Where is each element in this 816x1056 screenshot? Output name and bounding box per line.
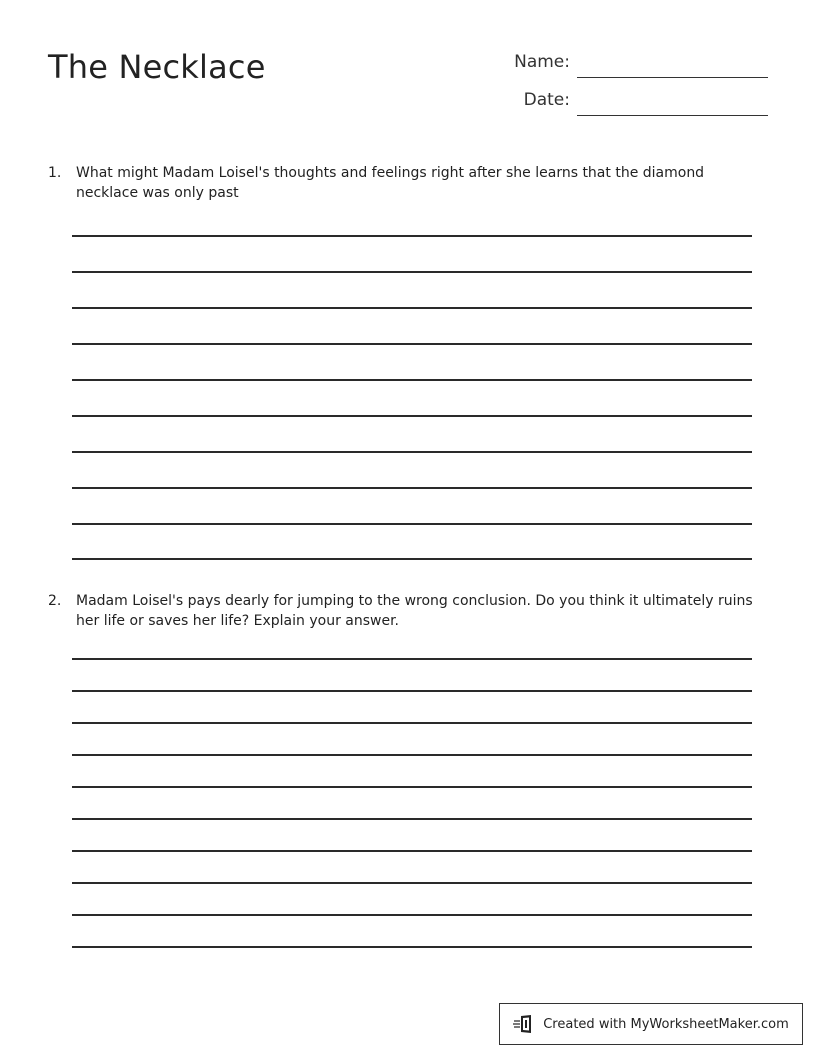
answer-line[interactable] [72,882,752,884]
answer-line[interactable] [72,850,752,852]
answer-line[interactable] [72,379,752,381]
answer-line[interactable] [72,235,752,237]
date-label: Date: [523,90,570,110]
question-number: 2. [48,593,62,609]
answer-line[interactable] [72,343,752,345]
date-field[interactable] [577,115,768,116]
footer-credit[interactable] [499,1003,803,1045]
question-number: 1. [48,165,62,181]
question-2 [48,591,758,631]
answer-line[interactable] [72,722,752,724]
answer-line[interactable] [72,754,752,756]
question-text: Madam Loisel's pays dearly for jumping to the wrong conclusion. Do you think it ultimately ruins her life or saves her life? Explain your answer. [76,593,753,629]
answer-line[interactable] [72,415,752,417]
answer-line[interactable] [72,690,752,692]
answer-line[interactable] [72,914,752,916]
worksheet-title: The Necklace [48,48,266,86]
answer-line[interactable] [72,786,752,788]
answer-line[interactable] [72,658,752,660]
answer-line[interactable] [72,818,752,820]
answer-line[interactable] [72,946,752,948]
question-text: What might Madam Loisel's thoughts and feelings right after she learns that the diamond necklace was only past [76,165,705,201]
answer-line[interactable] [72,307,752,309]
footer-label: Created with MyWorksheetMaker.com [543,1016,789,1032]
answer-line[interactable] [72,451,752,453]
name-field[interactable] [577,77,768,78]
answer-line[interactable] [72,271,752,273]
answer-line[interactable] [72,487,752,489]
answer-line[interactable] [72,558,752,560]
answer-line[interactable] [72,523,752,525]
question-1 [48,163,758,203]
worksheet-maker-logo-icon [513,1013,535,1035]
name-label: Name: [514,52,570,72]
